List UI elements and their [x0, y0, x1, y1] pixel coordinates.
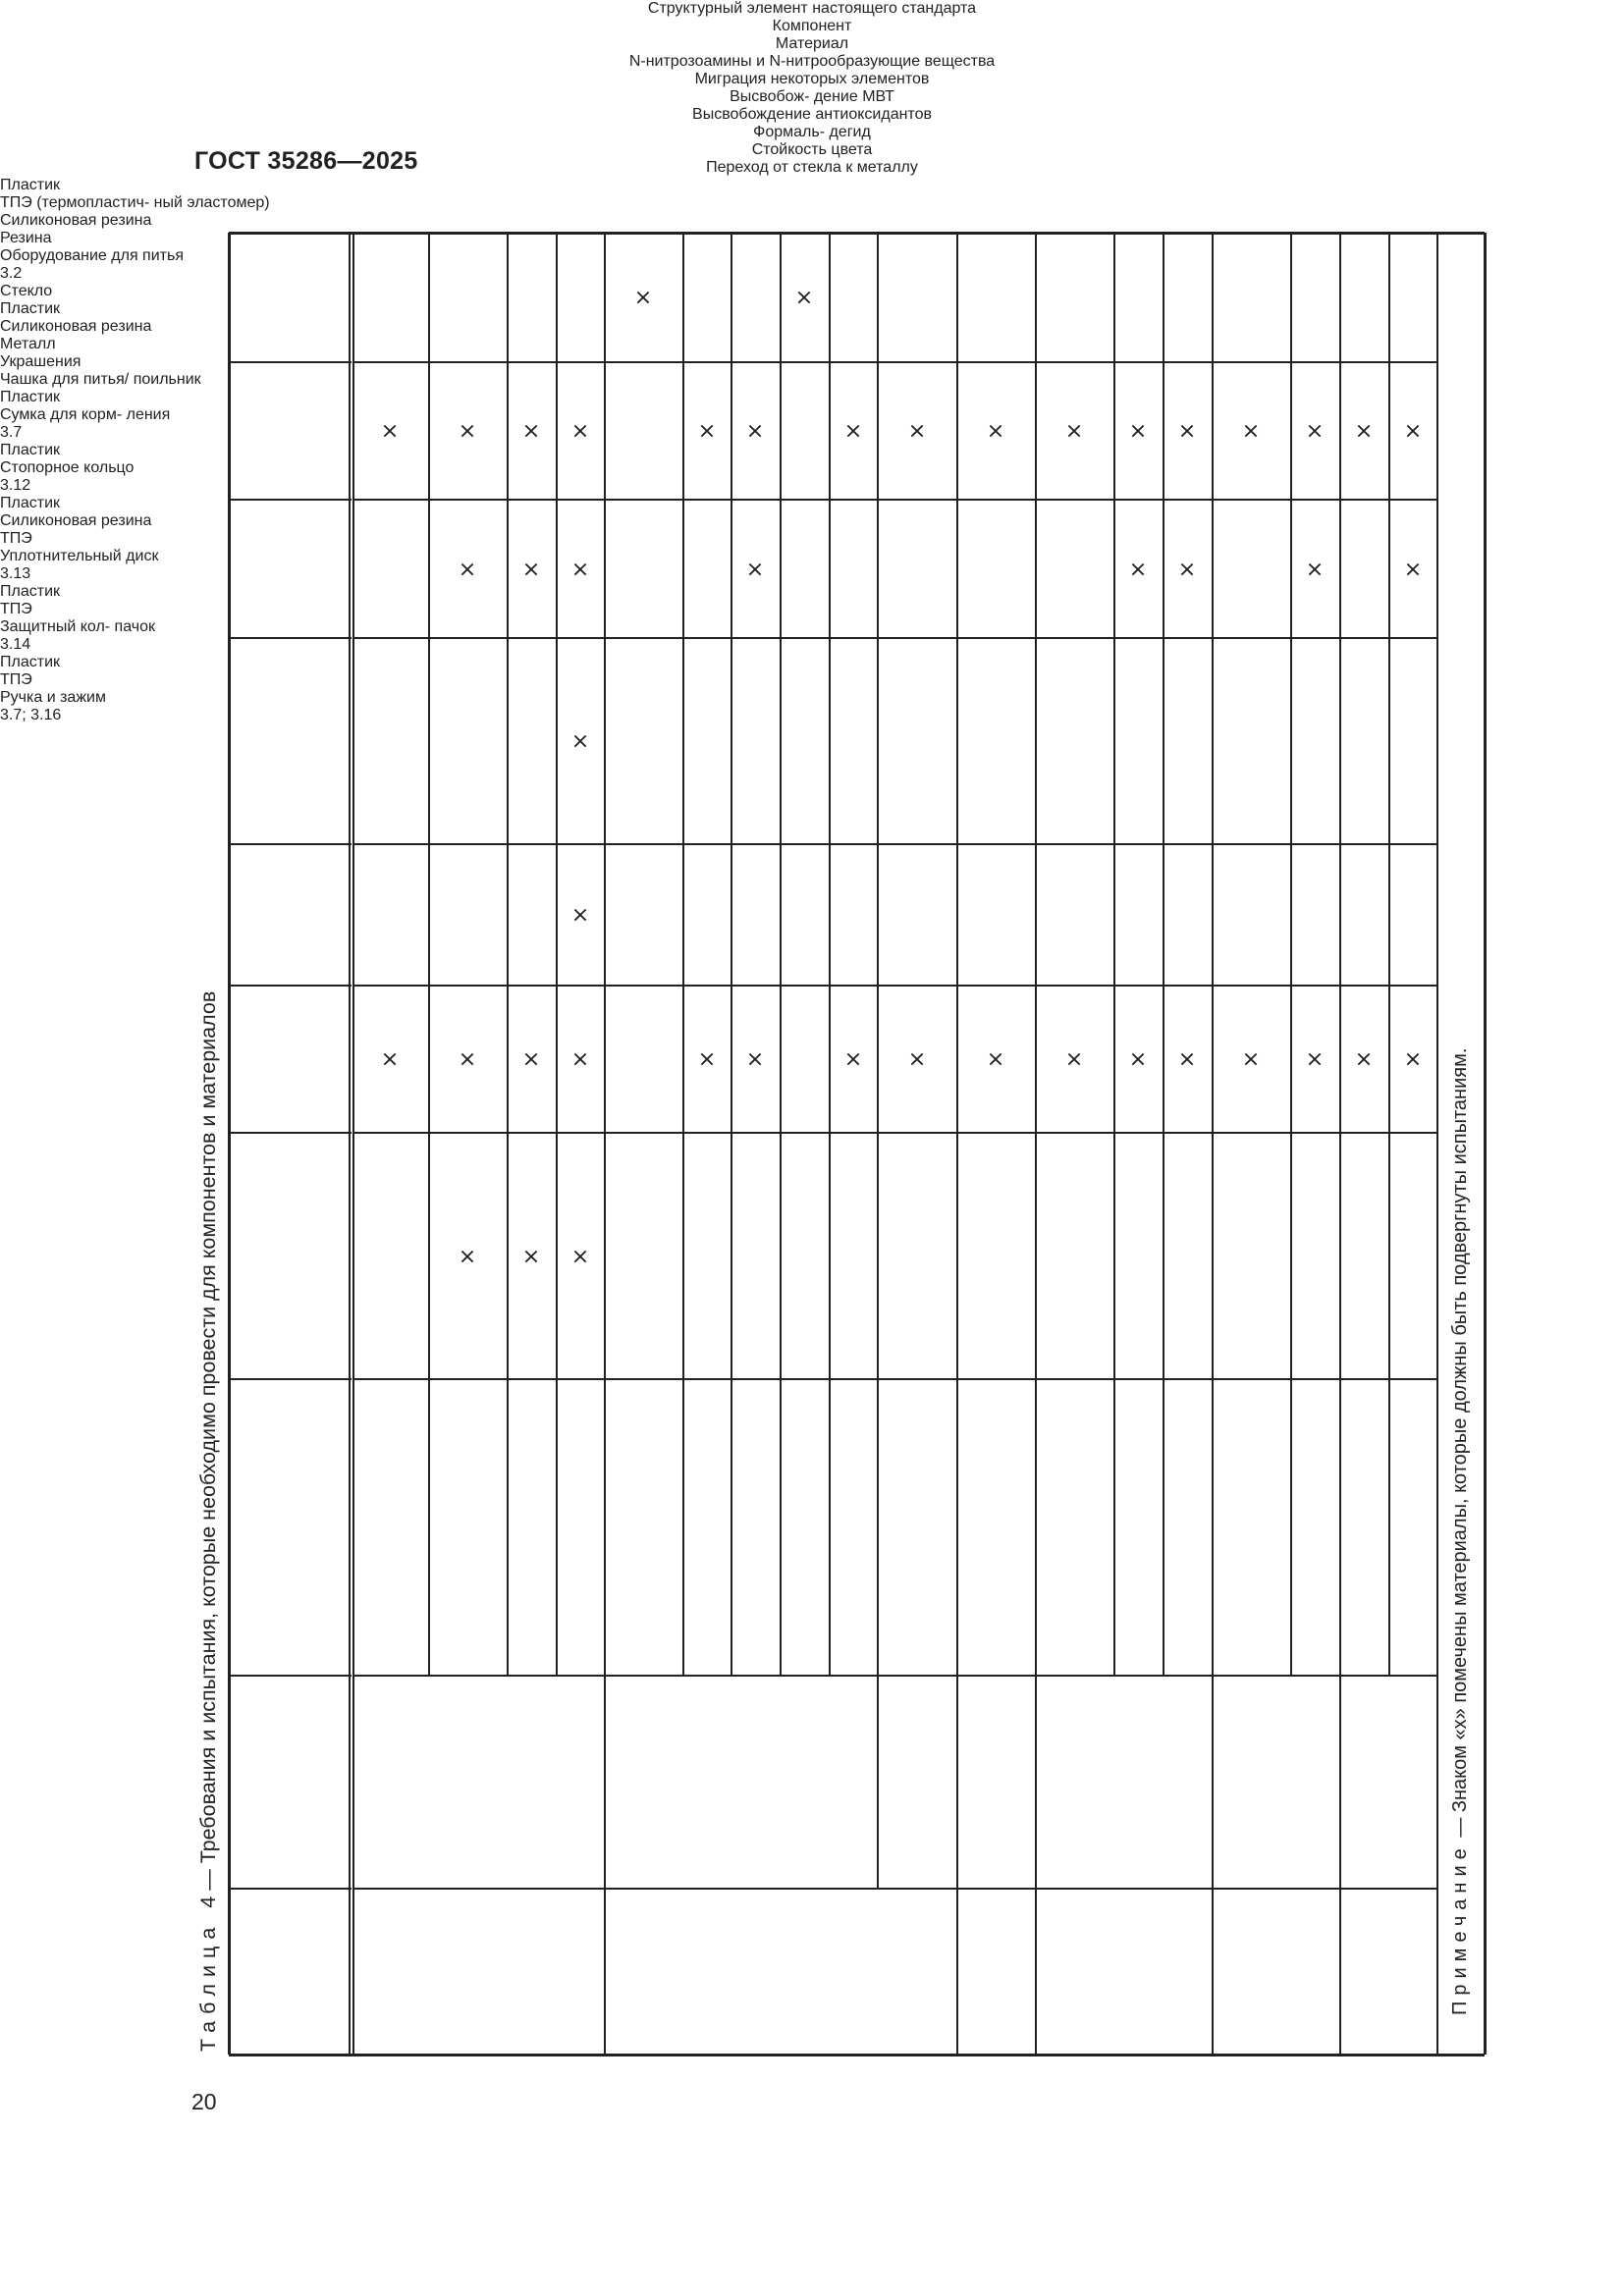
mark-nitroso: ×: [456, 1247, 480, 1265]
mark-color: ×: [694, 421, 720, 441]
material-cell-text: Пластик: [0, 583, 60, 600]
table-rule: [229, 1888, 352, 1890]
material-cell-text: ТПЭ: [0, 671, 32, 688]
table-rule: [229, 1132, 352, 1134]
mark-migration: ×: [1303, 1049, 1327, 1069]
table-rule: [229, 1378, 352, 1380]
mark-formaldehyde: ×: [743, 560, 768, 578]
column-header-formaldehyde-text: Формаль- дегид: [753, 124, 871, 140]
mark-mbt: ×: [568, 905, 593, 925]
table-rule: [1212, 1889, 1214, 2055]
mark-migration: ×: [1062, 1049, 1087, 1069]
column-header-mbt-text: Высвобож- дение МВТ: [730, 88, 894, 105]
mark-color: ×: [377, 421, 403, 441]
mark-color: ×: [519, 421, 544, 441]
material-cell-text: Пластик: [0, 442, 60, 458]
table-rule: [604, 233, 606, 1676]
column-header-color-text: Стойкость цвета: [751, 141, 873, 158]
component-cell-text: Уплотнительный диск: [0, 548, 159, 564]
mark-color: ×: [904, 421, 930, 441]
page-number: 20: [191, 2089, 217, 2114]
table-rule: [353, 361, 1437, 363]
column-header-struct-text: Структурный элемент настоящего стандарта: [647, 0, 977, 17]
table-rule: [780, 233, 782, 1676]
mark-migration: ×: [1239, 1049, 1264, 1069]
table-rule: [1035, 1676, 1037, 1889]
mark-antiox: ×: [568, 731, 593, 751]
material-cell-text: Пластик: [0, 177, 60, 193]
mark-migration: ×: [1400, 1049, 1426, 1069]
material-cell-text: Пластик: [0, 495, 60, 511]
mark-color: ×: [568, 421, 593, 441]
table-rule: [604, 1889, 606, 2055]
table-rule: [353, 843, 1437, 845]
structural-element-cell-text: 3.13: [0, 565, 31, 582]
material-cell-text: Стекло: [0, 283, 53, 299]
mark-nitroso: ×: [568, 1247, 593, 1265]
table-rule: [352, 233, 354, 2055]
mark-color: ×: [456, 421, 480, 441]
table-note: [1449, 1048, 1472, 2015]
table-rule: [731, 233, 732, 1676]
mark-color: ×: [743, 421, 768, 441]
mark-migration: ×: [519, 1049, 544, 1069]
table-rule: [1436, 1676, 1438, 1889]
material-cell-text: Металл: [0, 336, 56, 352]
table-rule: [1113, 233, 1115, 1676]
table-rule: [1436, 1889, 1438, 2055]
mark-color: ×: [1239, 421, 1264, 441]
component-cell-text: Оборудование для питья: [0, 247, 184, 264]
material-cell-text: Пластик: [0, 654, 60, 670]
table-rule: [1212, 1676, 1214, 1889]
table-rule: [682, 233, 684, 1676]
mark-nitroso: ×: [519, 1247, 544, 1265]
mark-migration: ×: [743, 1049, 768, 1069]
table-caption-number: 4: [196, 1896, 220, 1908]
mark-color: ×: [1352, 421, 1377, 441]
material-cell-text: Резина: [0, 230, 52, 246]
mark-color: ×: [840, 421, 866, 441]
mark-formaldehyde: ×: [1126, 560, 1151, 578]
table-rule: [428, 233, 430, 1676]
table-rule: [228, 233, 231, 2055]
mark-formaldehyde: ×: [1303, 560, 1327, 578]
mark-glass_metal: ×: [631, 288, 656, 307]
component-cell-text: Ручка и зажим: [0, 689, 106, 706]
column-header-nitroso-text: N-нитрозоамины и N-нитрообразующие вещества: [628, 53, 996, 70]
table-rule: [1035, 1889, 1037, 2055]
table-rule: [956, 233, 958, 1676]
mark-migration: ×: [1352, 1049, 1377, 1069]
material-cell-text: ТПЭ: [0, 601, 32, 617]
structural-element-cell-text: 3.7; 3.16: [0, 707, 62, 723]
table-rule: [956, 1889, 958, 2055]
table-rule: [507, 233, 509, 1676]
mark-migration: ×: [1175, 1049, 1200, 1069]
material-cell-text: ТПЭ (термопластич- ный эластомер): [0, 194, 270, 211]
material-cell-text: Силиконовая резина: [0, 318, 152, 335]
table-note-label: Примечание: [1449, 1842, 1471, 2015]
table-rule: [1484, 233, 1487, 2055]
table-rule: [353, 499, 1437, 501]
table-rule: [229, 1675, 352, 1677]
table-caption-text: — Требования и испытания, которые необходимо провести для компонентов и материалов: [196, 990, 220, 1896]
mark-glass_metal: ×: [792, 288, 817, 307]
table-rule: [229, 637, 352, 639]
structural-element-cell-text: 3.2: [0, 265, 23, 282]
table-rule: [1339, 233, 1341, 1676]
table-rule: [353, 1675, 1437, 1677]
structural-element-cell-text: 3.12: [0, 477, 31, 494]
table-note-text: — Знаком «х» помечены материалы, которые должны быть подвергнуты испытаниям.: [1449, 1047, 1471, 1843]
column-header-glass_metal-text: Переход от стекла к металлу: [706, 159, 918, 176]
table-rule: [1163, 233, 1164, 1676]
mark-color: ×: [984, 421, 1008, 441]
table-rule: [956, 1676, 958, 1889]
table-rule: [1436, 233, 1438, 1676]
table-rule: [353, 1888, 1437, 1890]
structural-element-cell-text: 3.7: [0, 424, 23, 441]
mark-formaldehyde: ×: [519, 560, 544, 578]
mark-formaldehyde: ×: [1175, 560, 1200, 578]
table-rule: [229, 232, 352, 234]
material-cell-text: Пластик: [0, 389, 60, 405]
table-caption-prefix: Таблица: [196, 1920, 220, 2052]
table-rule: [1339, 1676, 1341, 1889]
material-cell-text: ТПЭ: [0, 530, 32, 547]
mark-color: ×: [1303, 421, 1327, 441]
column-header-migration-text: Миграция некоторых элементов: [694, 71, 930, 87]
material-cell-text: Украшения: [0, 353, 81, 370]
material-cell-text: Пластик: [0, 300, 60, 317]
table-rule: [353, 1132, 1437, 1134]
table-rule: [229, 843, 352, 845]
mark-formaldehyde: ×: [456, 560, 480, 578]
structural-element-cell-text: 3.14: [0, 636, 31, 653]
mark-formaldehyde: ×: [1400, 560, 1426, 578]
table-rule: [1212, 233, 1214, 1676]
table-rule: [1388, 233, 1390, 1676]
document-header: ГОСТ 35286—2025: [194, 147, 418, 175]
column-header-material-text: Материал: [775, 35, 849, 52]
mark-color: ×: [1062, 421, 1087, 441]
table-rule: [877, 233, 879, 1676]
table-rule: [353, 1378, 1437, 1380]
component-cell-text: Защитный кол- пачок: [0, 618, 155, 635]
table-rule: [604, 1676, 606, 1889]
component-cell-text: Стопорное кольцо: [0, 459, 135, 476]
material-cell-text: Силиконовая резина: [0, 212, 152, 229]
mark-migration: ×: [984, 1049, 1008, 1069]
mark-color: ×: [1175, 421, 1200, 441]
table-rule: [229, 232, 1485, 235]
table-rule: [556, 233, 558, 1676]
mark-migration: ×: [694, 1049, 720, 1069]
mark-migration: ×: [840, 1049, 866, 1069]
table-rule: [829, 233, 831, 1676]
column-header-component-text: Компонент: [772, 18, 852, 34]
table-rule: [1290, 233, 1292, 1676]
component-cell-text: Чашка для питья/ поильник: [0, 371, 201, 388]
table-rule: [229, 985, 352, 987]
mark-migration: ×: [1126, 1049, 1151, 1069]
material-cell-text: Силиконовая резина: [0, 512, 152, 529]
mark-color: ×: [1126, 421, 1151, 441]
mark-formaldehyde: ×: [568, 560, 593, 578]
table-rule: [353, 985, 1437, 987]
mark-color: ×: [1400, 421, 1426, 441]
table-rule: [1035, 233, 1037, 1676]
table-rule: [1339, 1889, 1341, 2055]
table-rule: [877, 1676, 879, 1889]
mark-migration: ×: [377, 1049, 403, 1069]
mark-migration: ×: [456, 1049, 480, 1069]
column-header-antiox-text: Высвобождение антиоксидантов: [692, 106, 932, 123]
table-caption: [196, 991, 221, 2052]
mark-migration: ×: [568, 1049, 593, 1069]
table-rule: [229, 2054, 1485, 2056]
table-rule: [229, 499, 352, 501]
mark-migration: ×: [904, 1049, 930, 1069]
component-cell-text: Сумка для корм- ления: [0, 406, 171, 423]
table-rule: [229, 361, 352, 363]
table-rule: [349, 233, 351, 2055]
table-rule: [353, 637, 1437, 639]
